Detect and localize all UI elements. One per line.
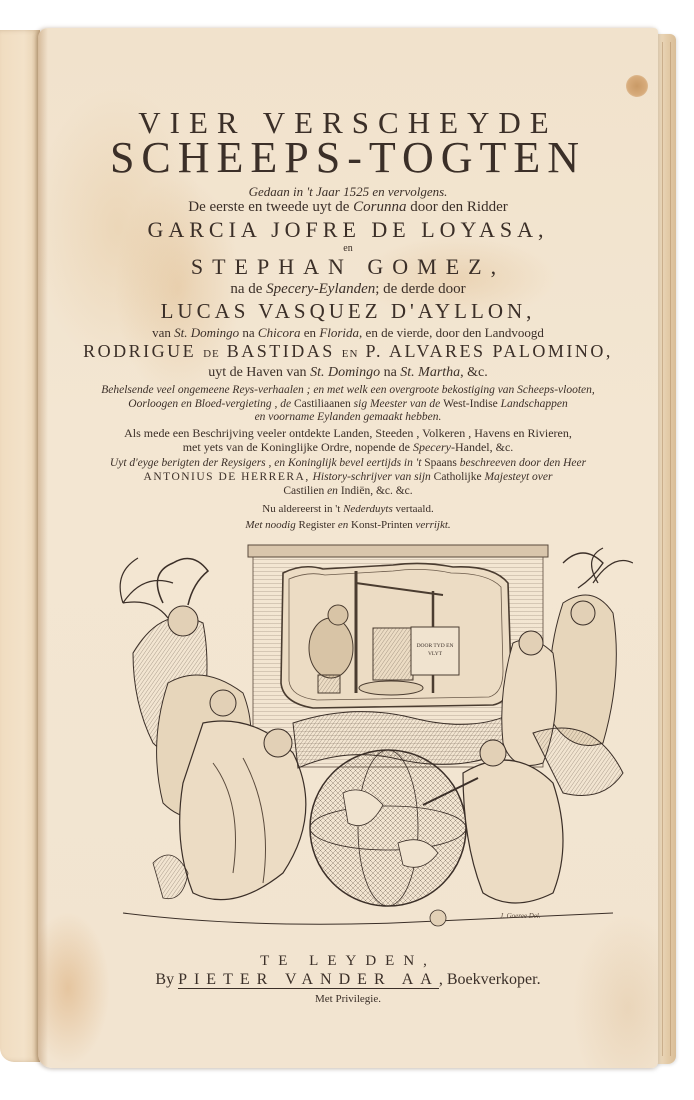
imprint-publisher-line: By PIETER VANDER AA, Boekverkoper. xyxy=(155,971,541,988)
imprint-privilege: Met Privilegie. xyxy=(315,993,381,1005)
subtitle-first-voyage: De eerste en tweede uyt de Corunna door den Ridder xyxy=(188,199,508,215)
description-para-2-line-1: Als mede een Beschrijving veeler ontdekte Landen, Steeden , Volkeren , Havens en Rivieren, xyxy=(124,426,572,440)
explorer-name-ayllon: LUCAS VASQUEZ D'AYLLON, xyxy=(160,299,536,323)
imprint-city: TE LEYDEN, xyxy=(260,953,436,969)
explorer-names-bastidas-palomino: RODRIGUE DE BASTIDAS EN P. ALVARES PALOMINO, xyxy=(83,341,613,361)
description-para-3-line-3: Castilien en Indiën, &c. &c. xyxy=(283,485,413,497)
facing-left-page xyxy=(0,30,40,1062)
publisher-name: PIETER VANDER AA xyxy=(178,971,439,988)
title-page xyxy=(38,28,658,1068)
title-line-2: SCHEEPS-TOGTEN xyxy=(109,133,587,182)
foxing-stain xyxy=(626,75,648,97)
description-para-3-line-1: Uyt d'eyge berigten der Reysigers , en Koninglijk bevel eertijds in 't Spaans beschreeven door den Heer xyxy=(109,457,587,469)
illustrations-note: Met noodig Register en Konst-Printen verrijkt. xyxy=(245,519,451,531)
svg-text:VLYT: VLYT xyxy=(427,651,443,657)
description-para-1-line-3: en voorname Eylanden gemaakt hebben. xyxy=(254,411,442,423)
description-para-1-line-2: Oorloogen en Bloed-vergieting , de Castiliaanen sig Meester van de West-Indise Landschappen xyxy=(128,398,568,410)
explorer-name-gomez: STEPHAN GOMEZ, xyxy=(190,254,506,279)
cartouche-motto: DOOR TYD EN xyxy=(416,643,454,649)
description-para-3-line-2: ANTONIUS DE HERRERA, History-schrijver van sijn Catholijke Majesteyt over xyxy=(143,471,553,483)
translation-note: Nu aldereerst in 't Nederduyts vertaald. xyxy=(262,503,434,515)
engraver-signature: J. Goeree Del. xyxy=(500,912,541,920)
allegorical-engraving xyxy=(93,543,633,943)
title-line-1: VIER VERSCHEYDE xyxy=(138,105,558,140)
description-para-1-line-1: Behelsende veel ongemeene Reys-verhaalen ; en met welk een overgroote bekostiging van Scheeps-vlooten, xyxy=(101,384,595,396)
explorer-name-loyasa: GARCIA JOFRE DE LOYASA, xyxy=(147,217,549,242)
description-para-2-line-2: met yets van de Koninglijke Ordre, nopende de Specery-Handel, &c. xyxy=(182,440,514,454)
subtitle-spice-islands: na de Specery-Eylanden; de derde door xyxy=(230,281,466,297)
subtitle-date: Gedaan in 't Jaar 1525 en vervolgens. xyxy=(248,184,448,199)
conjunction-en: en xyxy=(343,243,353,254)
subtitle-florida: van St. Domingo na Chicora en Florida, en de vierde, door den Landvoogd xyxy=(152,325,544,340)
subtitle-santa-marta: uyt de Haven van St. Domingo na St. Martha, &c. xyxy=(208,365,488,380)
